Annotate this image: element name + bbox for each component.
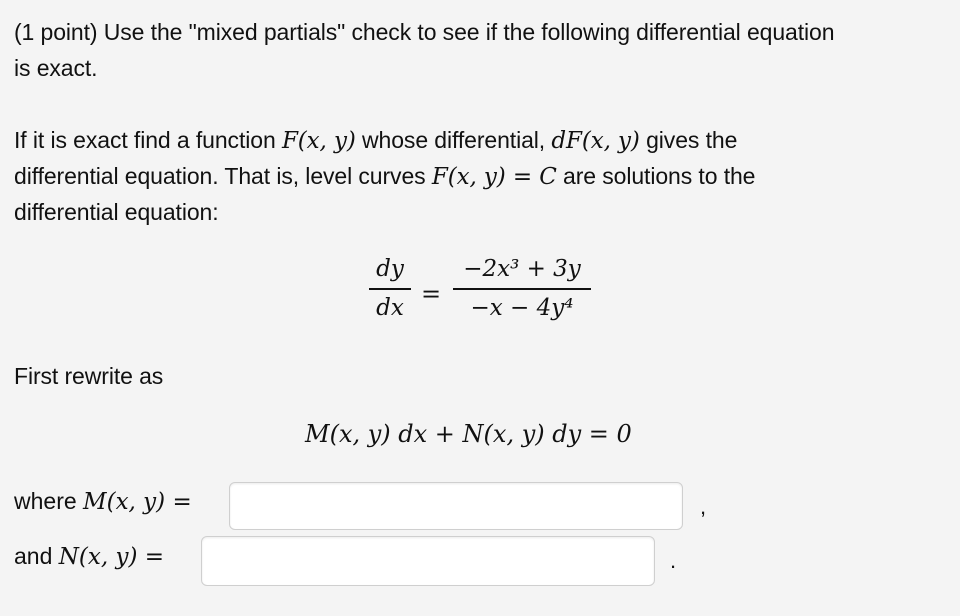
rewrite-label: First rewrite as: [14, 363, 164, 389]
m-label-math: M(x, y) =: [83, 489, 192, 515]
m-answer-input[interactable]: [229, 482, 683, 530]
instruction-text-d: differential equation. That is, level curves: [14, 163, 432, 189]
n-label-prefix: and: [14, 543, 59, 569]
standard-form-math: M(x, y) dx + N(x, y) dy = 0: [305, 420, 632, 448]
n-suffix-period: .: [670, 548, 677, 573]
n-label-math: N(x, y) =: [58, 544, 165, 570]
standard-form-equation: [305, 420, 632, 448]
fraction-bar: [369, 288, 411, 290]
dy-dx-fraction: [369, 256, 411, 321]
instruction-line-1: [14, 122, 737, 159]
instruction-text-e: are solutions to the: [556, 163, 756, 189]
instruction-line-2: [14, 158, 755, 195]
rhs-fraction: [453, 256, 591, 321]
n-answer-label: [14, 543, 164, 570]
level-curve-math: F(x, y) = C: [431, 164, 557, 190]
function-F-math: F(x, y): [281, 128, 356, 154]
equals-sign: =: [421, 280, 442, 308]
rhs-denominator: −x − 4y⁴: [470, 294, 574, 321]
instruction-text-a: If it is exact find a function: [14, 127, 282, 153]
m-answer-label: [14, 488, 192, 515]
instruction-text-b: whose differential,: [355, 127, 552, 153]
instruction-text-c: gives the: [639, 127, 738, 153]
fraction-bar: [453, 288, 591, 290]
m-suffix-comma: ,: [700, 494, 707, 519]
problem-intro-line-1: (1 point) Use the "mixed partials" check to see if the following differential equation: [14, 19, 835, 45]
n-answer-input[interactable]: [201, 536, 655, 586]
differential-dF-math: dF(x, y): [551, 128, 640, 154]
rhs-numerator: −2x³ + 3y: [463, 256, 581, 282]
m-label-prefix: where: [14, 488, 84, 514]
instruction-line-3: differential equation:: [14, 199, 219, 225]
problem-intro-line-2: is exact.: [14, 55, 98, 81]
dy-numerator: dy: [376, 256, 404, 282]
dx-denominator: dx: [376, 294, 404, 321]
